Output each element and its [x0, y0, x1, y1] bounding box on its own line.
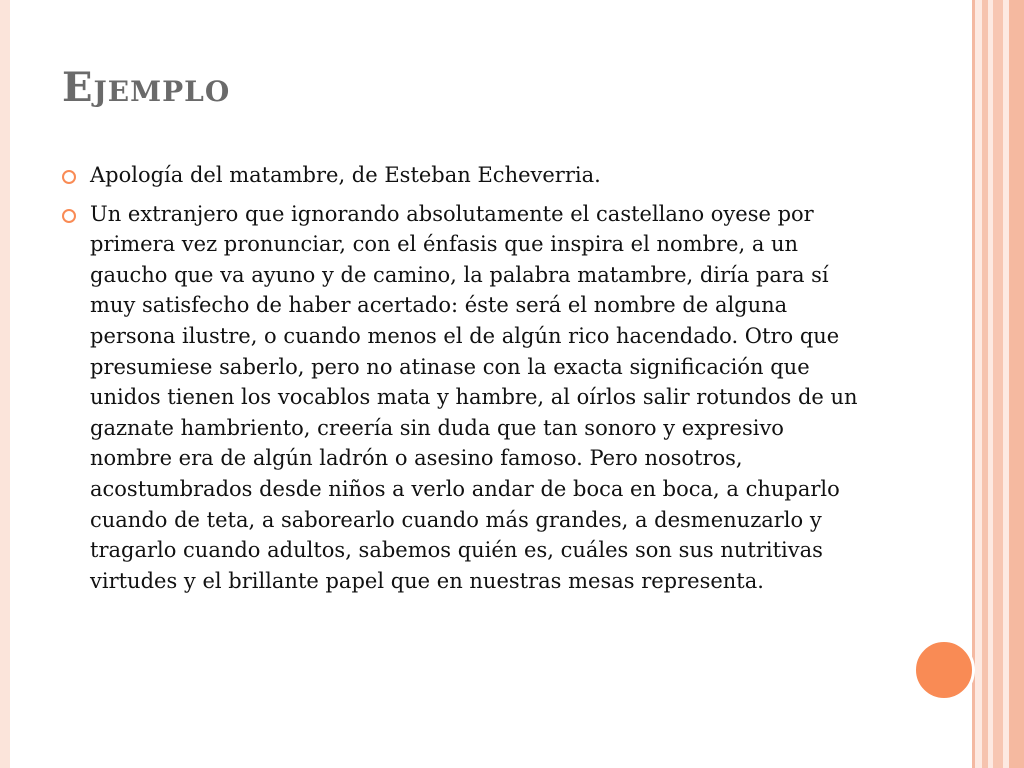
bullet-ring-icon: [62, 209, 76, 223]
bullet-item: [62, 160, 872, 191]
right-stripe-decoration: [993, 0, 1003, 768]
orange-circle-decoration: [913, 639, 975, 701]
slide-title: Ejemplo: [62, 64, 231, 111]
bullet-ring-icon: [62, 170, 76, 184]
bullet-item: [62, 199, 872, 597]
right-stripe-decoration: [1009, 0, 1024, 768]
bullet-text: Un extranjero que ignorando absolutamente el castellano oyese por primera vez pronunciar, con el énfasis que inspira el nombre, a un gaucho que va ayuno y de camino, la palabra matambre, diría para sí muy satisfecho de haber acertado: éste será el nombre de alguna persona ilustre, o cuando menos el de algún rico hacendado. Otro que presumiese saberlo, pero no atinase con la exacta significación que unidos tienen los vocablos mata y hambre, al oírlos salir rotundos de un gaznate hambriento, creería sin duda que tan sonoro y expresivo nombre era de algún ladrón o asesino famoso. Pero nosotros, acostumbrados desde niños a verlo andar de boca en boca, a chuparlo cuando de teta, a saborearlo cuando más grandes, a desmenuzarlo y tragarlo cuando adultos, sabemos quién es, cuáles son sus nutritivas virtudes y el brillante papel que en nuestras mesas representa.: [90, 201, 858, 593]
right-stripe-decoration: [975, 0, 982, 768]
bullet-text: Apología del matambre, de Esteban Echeverria.: [90, 163, 601, 187]
bullet-list: [62, 160, 872, 604]
